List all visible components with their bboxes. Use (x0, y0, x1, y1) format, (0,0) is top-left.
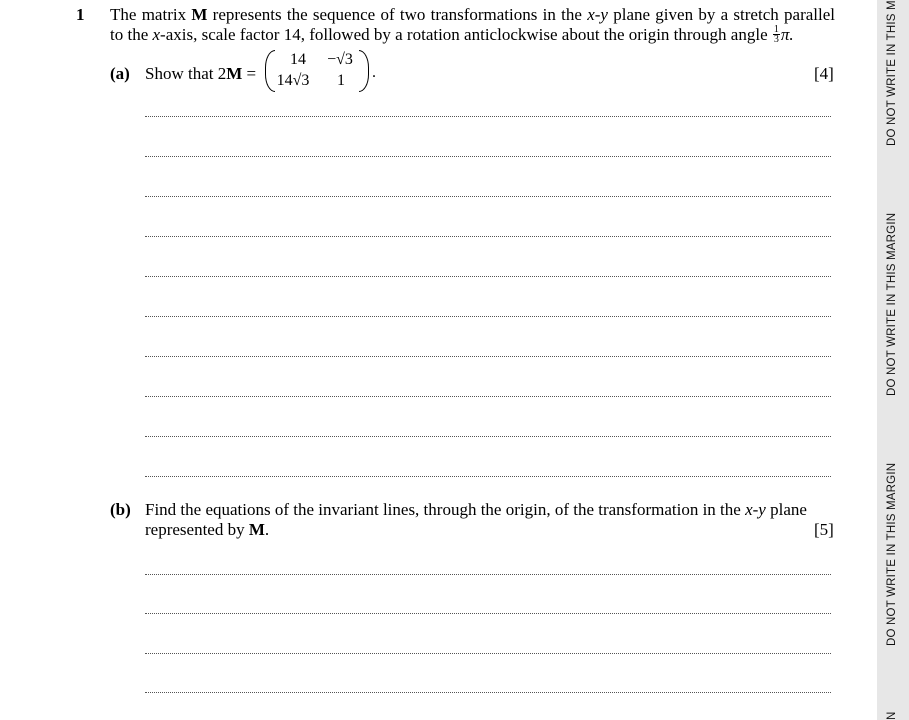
part-b-label: (b) (110, 500, 131, 519)
matrix-a12: −√3 (327, 51, 353, 68)
answer-line[interactable] (145, 316, 831, 317)
part-a-marks: [4] (814, 64, 834, 83)
answer-line[interactable] (145, 436, 831, 437)
answer-line[interactable] (145, 574, 831, 575)
answer-line[interactable] (145, 653, 831, 654)
answer-line[interactable] (145, 236, 831, 237)
matrix-a22: 1 (337, 72, 345, 89)
part-a-label: (a) (110, 64, 130, 83)
part-b-prompt-line1: Find the equations of the invariant lines, through the origin, of the transformation in the x-y plane (145, 500, 807, 519)
question-stem: The matrix M represents the sequence of two transformations in the x-y plane given by a stretch parallel to the x-axis, scale factor 14, followed by a rotation anticlockwise about the origin through angle $\frac{1}{3}$ π. (110, 5, 835, 45)
matrix-2m (265, 50, 375, 96)
answer-line[interactable] (145, 116, 831, 117)
answer-line[interactable] (145, 356, 831, 357)
matrix-a11: 14 (290, 51, 306, 68)
part-a-prompt: Show that 2M = (145, 64, 257, 83)
answer-line[interactable] (145, 156, 831, 157)
matrix-a21: 14√3 (276, 72, 310, 89)
margin-warning: N (886, 711, 898, 720)
answer-line[interactable] (145, 196, 831, 197)
angle-fraction: $\frac{1}{3}$ (773, 23, 779, 45)
matrix-right-paren (359, 50, 369, 92)
answer-line[interactable] (145, 476, 831, 477)
margin-warning: DO NOT WRITE IN THIS M (886, 0, 898, 146)
question-number: 1 (76, 5, 85, 24)
part-b-marks: [5] (814, 520, 834, 539)
answer-line[interactable] (145, 613, 831, 614)
answer-line[interactable] (145, 692, 831, 693)
answer-line[interactable] (145, 396, 831, 397)
margin-warning: DO NOT WRITE IN THIS MARGIN (886, 462, 898, 646)
part-b-prompt-line2: represented by M. (145, 520, 270, 539)
answer-line[interactable] (145, 276, 831, 277)
margin-warning: DO NOT WRITE IN THIS MARGIN (886, 212, 898, 396)
matrix-period: . (372, 64, 376, 81)
